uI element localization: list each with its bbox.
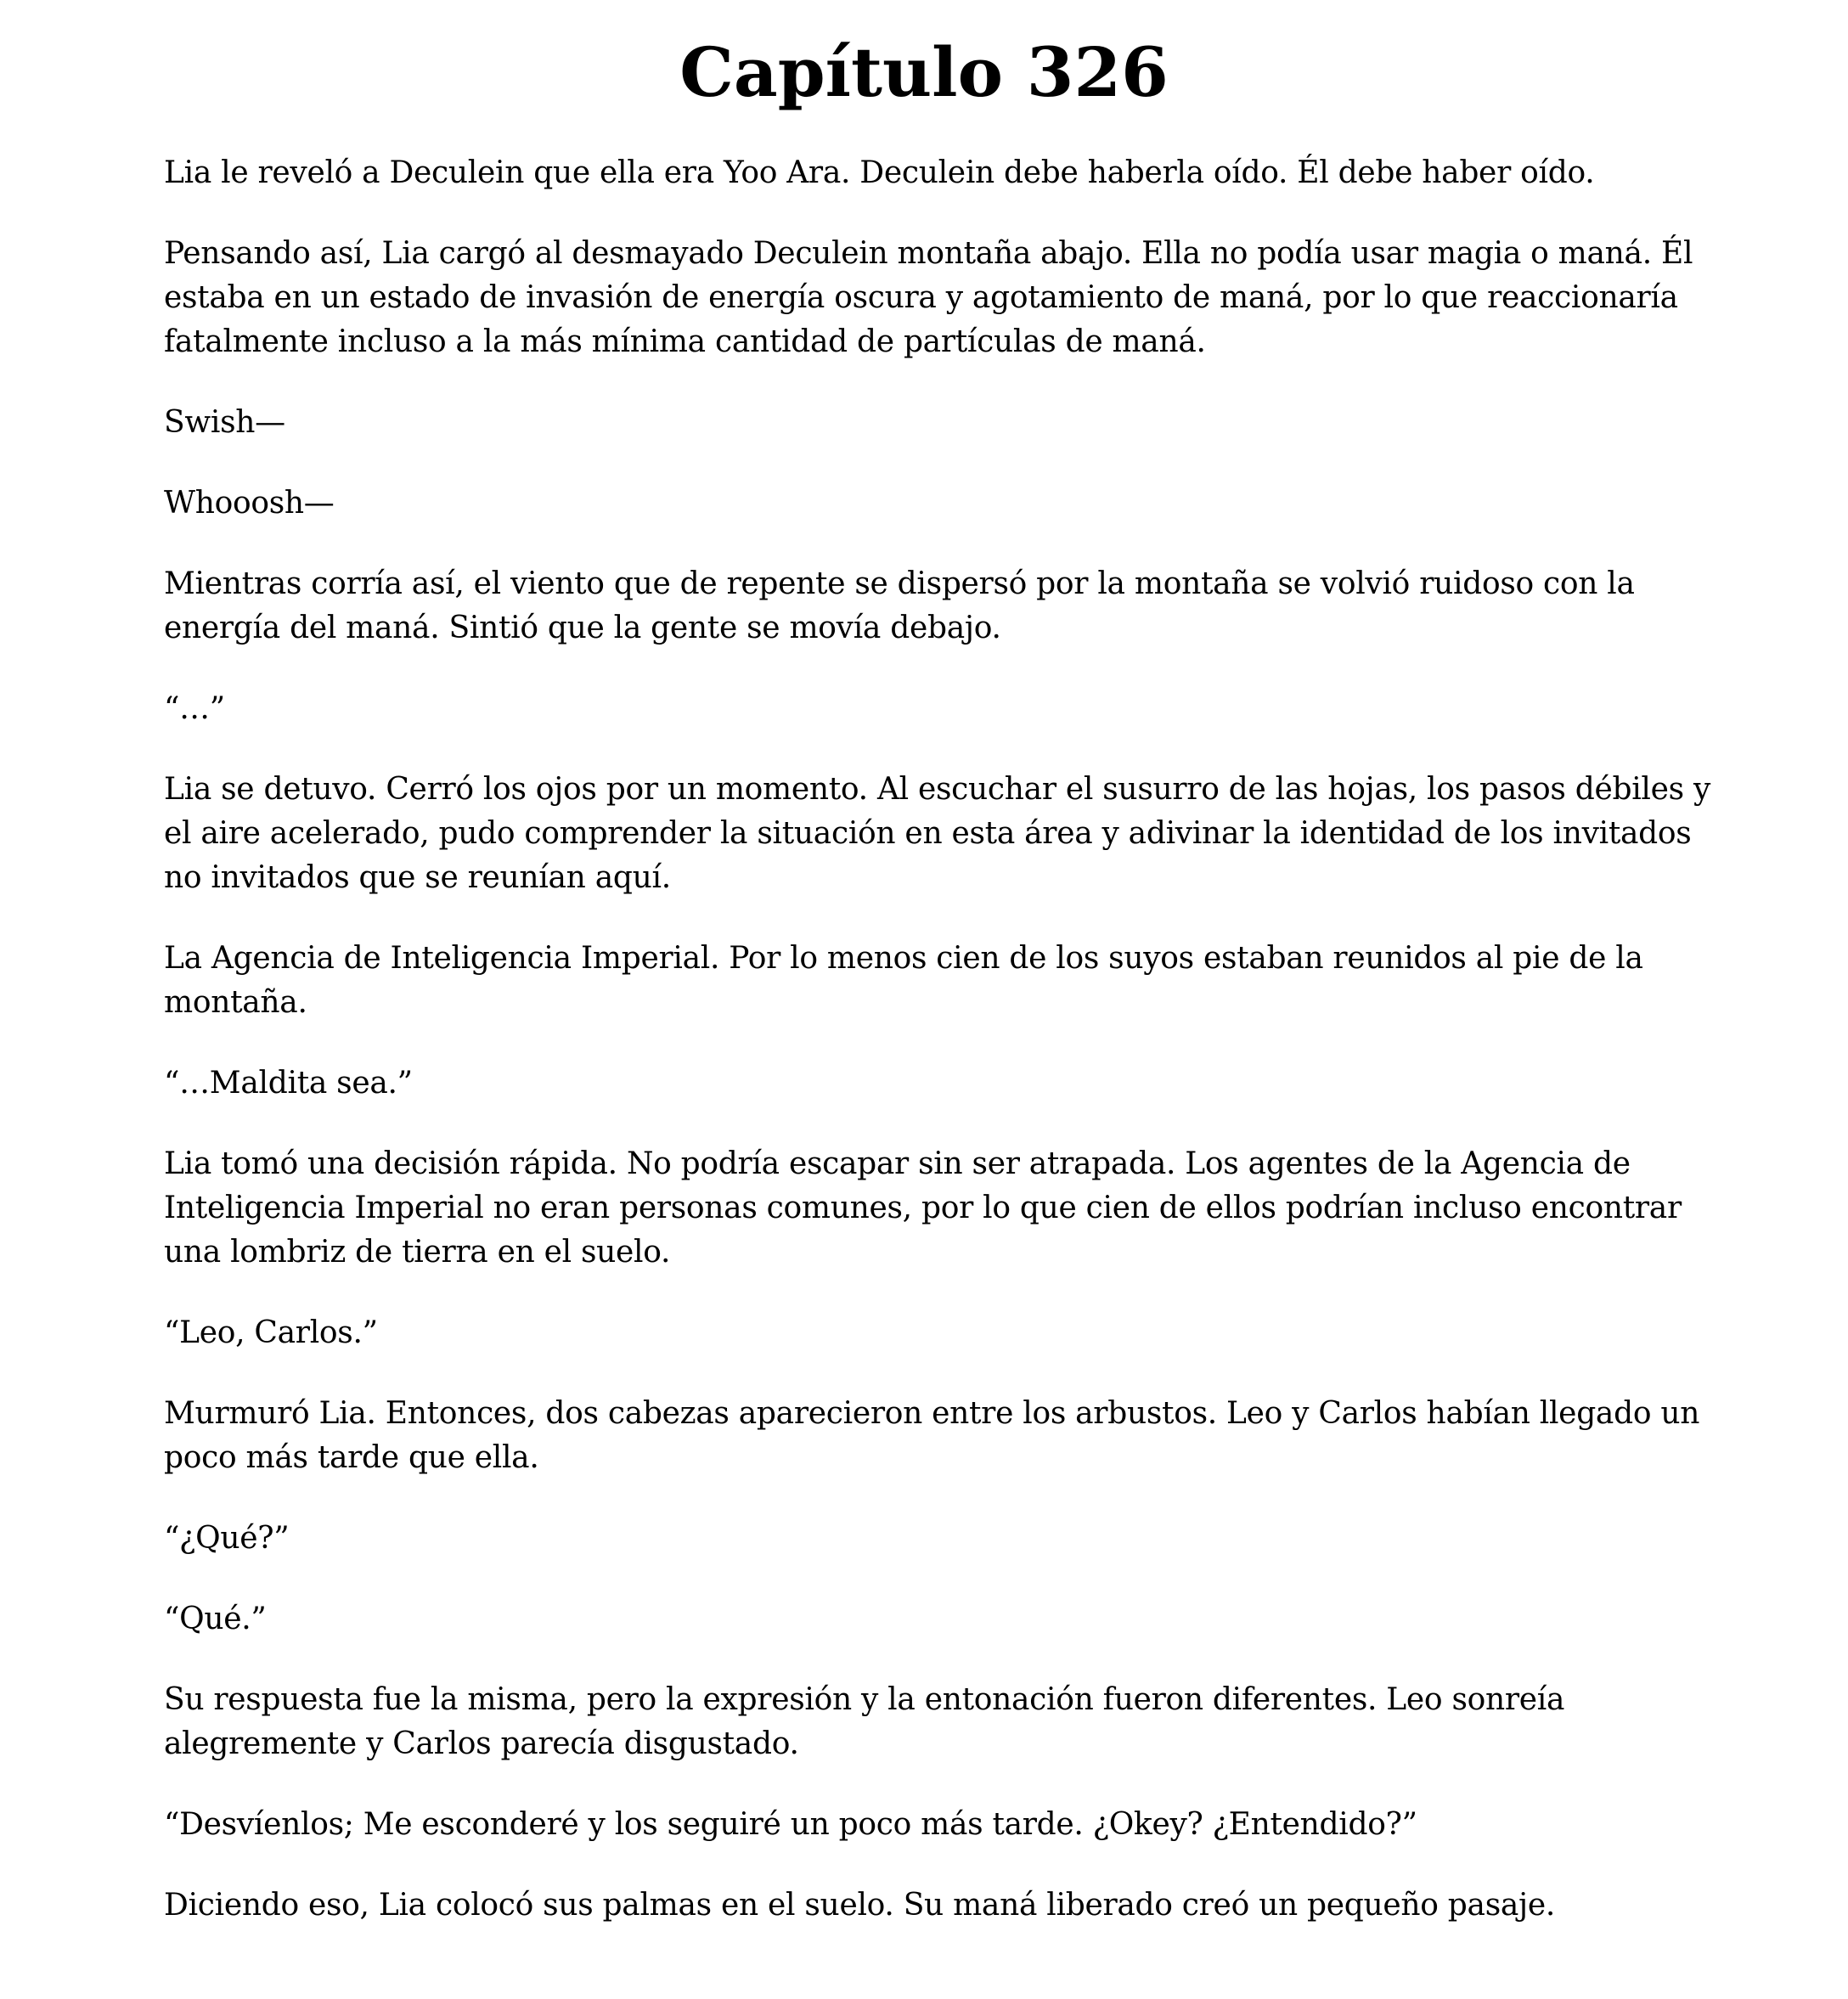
paragraph: Murmuró Lia. Entonces, dos cabezas aparecieron entre los arbustos. Leo y Carlos habían llegado un poco más tarde que ella. <box>164 1396 1700 1475</box>
paragraph: “Desvíenlos; Me esconderé y los seguiré un poco más tarde. ¿Okey? ¿Entendido?” <box>164 1807 1417 1842</box>
paragraph: Diciendo eso, Lia colocó sus palmas en el suelo. Su maná liberado creó un pequeño pasaje. <box>164 1888 1556 1923</box>
paragraph: Lia le reveló a Deculein que ella era Yoo Ara. Deculein debe haberla oído. Él debe haber oído. <box>164 155 1595 190</box>
paragraph: Whooosh— <box>164 486 335 521</box>
paragraph: Mientras corría así, el viento que de repente se dispersó por la montaña se volvió ruidoso con la energía del maná. Sintió que la gente se movía debajo. <box>164 566 1635 645</box>
paragraph: Pensando así, Lia cargó al desmayado Deculein montaña abajo. Ella no podía usar magia o maná. Él estaba en un estado de invasión de energía oscura y agotamiento de maná, por lo que reaccionaría fatalmente incluso a la más mínima cantidad de partículas de maná. <box>164 236 1693 359</box>
paragraph: “…” <box>164 691 225 726</box>
document-body <box>164 151 1718 1964</box>
paragraph: “Qué.” <box>164 1602 267 1636</box>
paragraph: “¿Qué?” <box>164 1521 290 1556</box>
paragraph: Su respuesta fue la misma, pero la expresión y la entonación fueron diferentes. Leo sonreía alegremente y Carlos parecía disgustado. <box>164 1682 1565 1761</box>
paragraph: “…Maldita sea.” <box>164 1066 413 1101</box>
paragraph: Lia tomó una decisión rápida. No podría escapar sin ser atrapada. Los agentes de la Agencia de Inteligencia Imperial no eran personas comunes, por lo que cien de ellos podrían incluso encontrar una lombriz de tierra en el suelo. <box>164 1146 1682 1270</box>
paragraph: “Leo, Carlos.” <box>164 1315 378 1350</box>
paragraph: Swish— <box>164 405 285 440</box>
paragraph: La Agencia de Inteligencia Imperial. Por lo menos cien de los suyos estaban reunidos al pie de la montaña. <box>164 941 1643 1020</box>
chapter-title: Capítulo 326 <box>679 32 1169 112</box>
paragraph: Lia se detuvo. Cerró los ojos por un momento. Al escuchar el susurro de las hojas, los pasos débiles y el aire acelerado, pudo comprender la situación en esta área y adivinar la identidad de los invitados no invitados que se reunían aquí. <box>164 772 1711 895</box>
